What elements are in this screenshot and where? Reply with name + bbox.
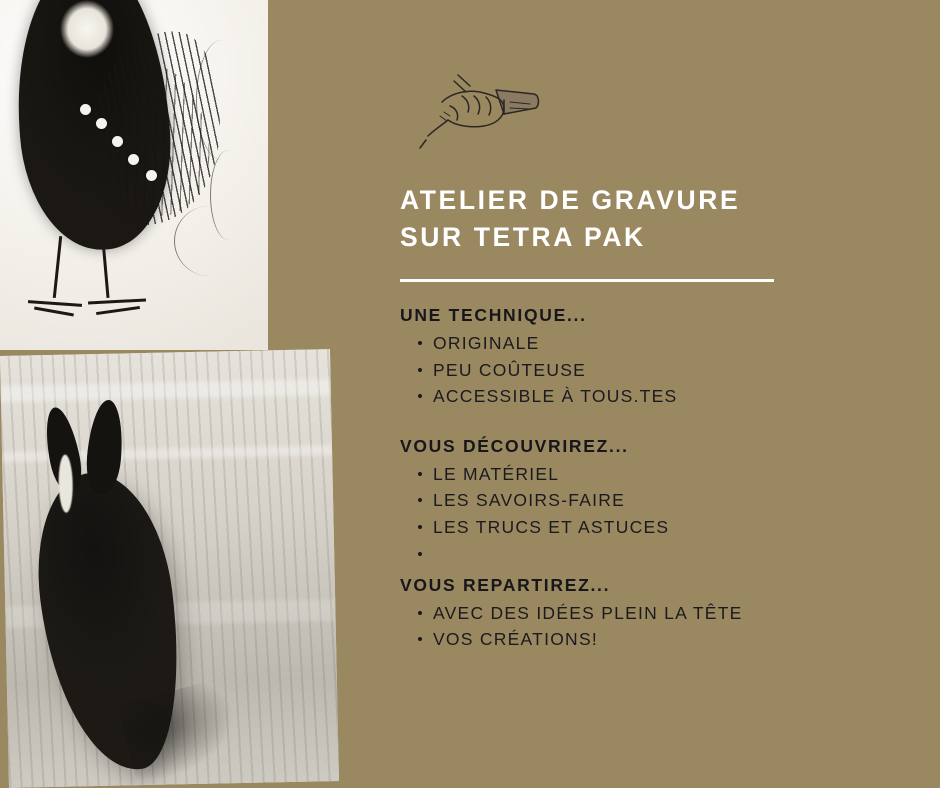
list-item: AVEC DES IDÉES PLEIN LA TÊTE	[418, 600, 900, 627]
plate-scratch	[174, 206, 245, 276]
list-item-empty	[418, 541, 900, 559]
section-heading: VOUS DÉCOUVRIREZ...	[400, 435, 629, 456]
content-column	[392, 0, 912, 788]
list-item: ACCESSIBLE À TOUS.TES	[418, 383, 900, 410]
spacer	[400, 426, 900, 436]
print-dot	[96, 118, 107, 129]
section-vous-decouvrirez	[400, 436, 900, 559]
print-dot	[128, 154, 139, 165]
section-heading: VOUS REPARTIREZ...	[400, 574, 611, 595]
title-line-2: SUR TETRA PAK	[400, 221, 646, 252]
section-heading: UNE TECHNIQUE...	[400, 305, 587, 325]
title-divider	[400, 279, 774, 282]
page-title	[400, 182, 860, 255]
print-dot	[146, 170, 157, 181]
list-item: VOS CRÉATIONS!	[418, 626, 900, 653]
section-items	[400, 600, 900, 653]
bird-head-highlight	[60, 0, 114, 58]
section-vous-repartirez	[400, 575, 900, 653]
list-item: ORIGINALE	[418, 330, 900, 357]
hand-engraving-tool-icon	[400, 72, 550, 158]
title-line-1: ATELIER DE GRAVURE	[400, 185, 741, 215]
list-item: LES SAVOIRS-FAIRE	[418, 487, 900, 514]
section-une-technique	[400, 305, 900, 410]
sections-list	[400, 305, 900, 653]
list-item: PEU COÛTEUSE	[418, 357, 900, 384]
print-dot	[112, 136, 123, 147]
plate-scratch	[196, 40, 247, 160]
list-item: LES TRUCS ET ASTUCES	[418, 514, 900, 541]
engraving-bird-print	[0, 0, 268, 350]
list-item: LE MATÉRIEL	[418, 461, 900, 488]
section-items	[400, 330, 900, 410]
print-dot	[80, 104, 91, 115]
engraving-rabbit-print-on-wood	[0, 349, 339, 788]
section-items	[400, 461, 900, 559]
artwork-column	[0, 0, 340, 788]
